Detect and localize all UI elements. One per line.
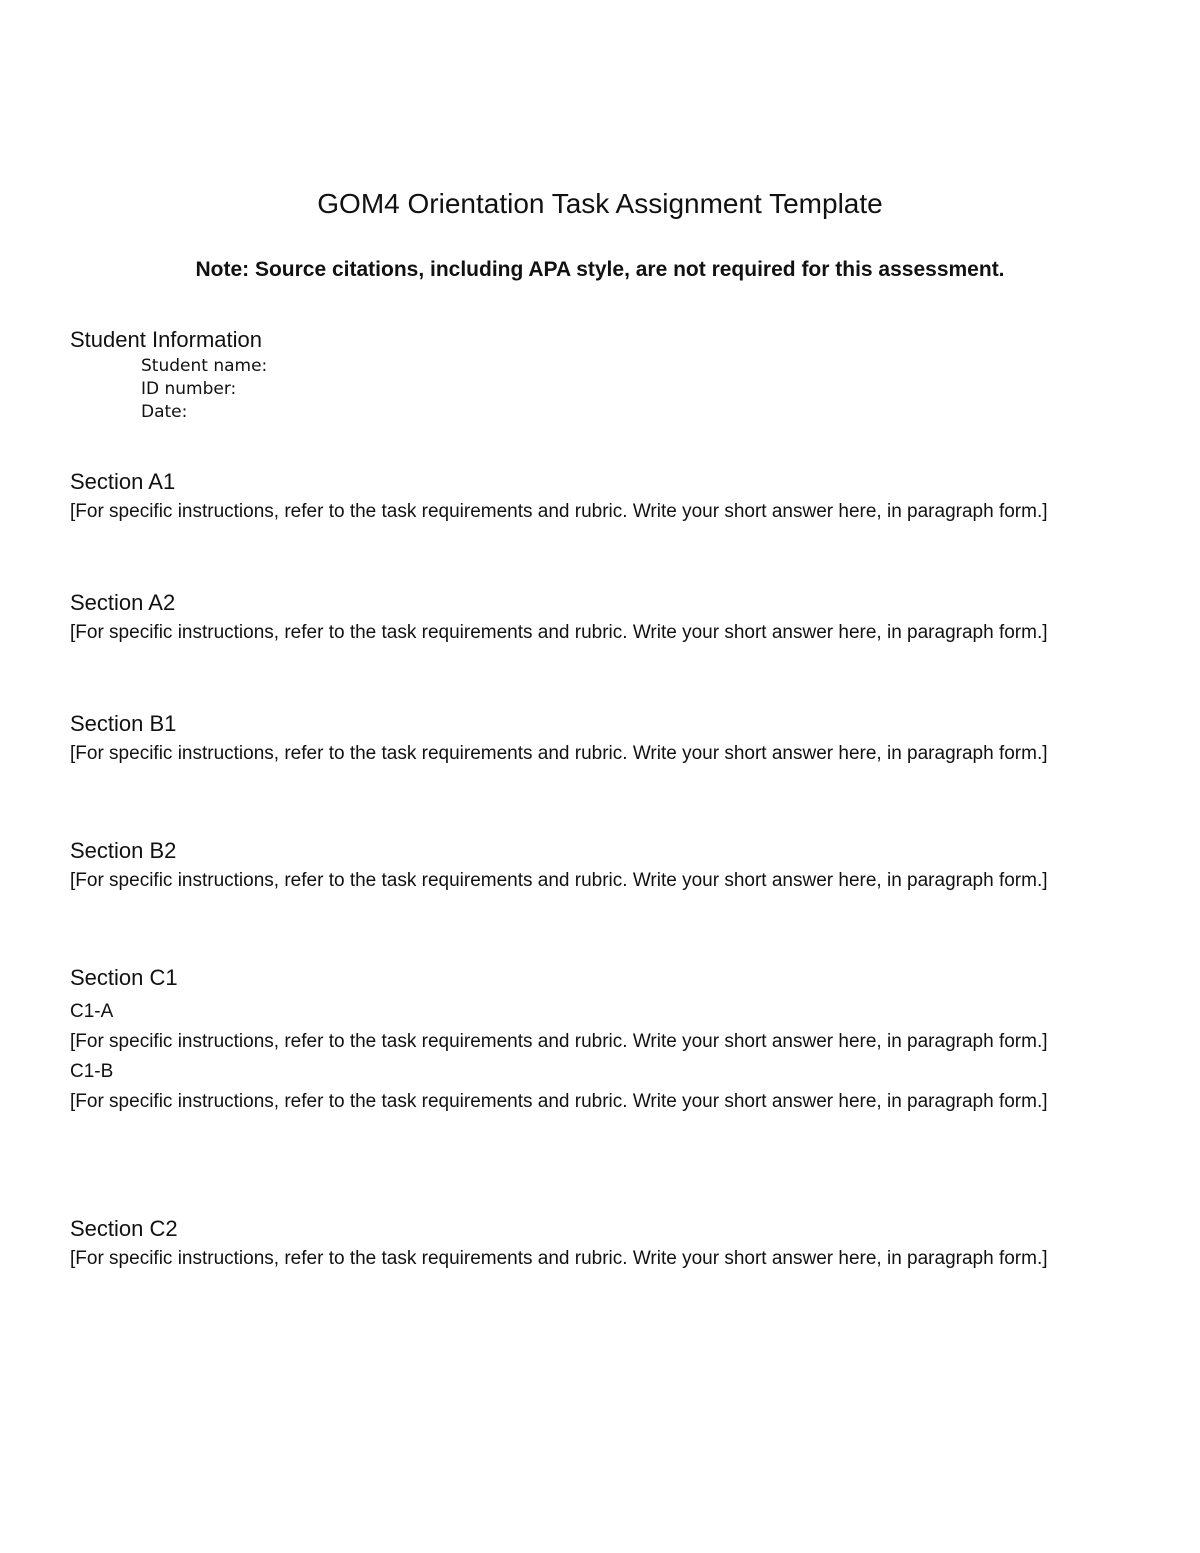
student-information-section [70, 325, 1140, 424]
section-b1 [70, 709, 1140, 769]
section-a2-answer: [For specific instructions, refer to the task requirements and rubric. Write your short answer here, in paragraph form.] [70, 622, 1048, 643]
section-c1 [70, 963, 1140, 1117]
section-a2-heading: Section A2 [70, 590, 176, 615]
section-c1-b-heading: C1-B [70, 1061, 114, 1082]
section-b2 [70, 836, 1140, 896]
section-b1-heading: Section B1 [70, 711, 177, 736]
section-c2-answer: [For specific instructions, refer to the task requirements and rubric. Write your short answer here, in paragraph form.] [70, 1248, 1048, 1269]
citation-note: Note: Source citations, including APA style, are not required for this assessment. [195, 258, 1005, 281]
section-b2-answer: [For specific instructions, refer to the task requirements and rubric. Write your short answer here, in paragraph form.] [70, 870, 1048, 891]
section-b1-answer: [For specific instructions, refer to the task requirements and rubric. Write your short answer here, in paragraph form.] [70, 743, 1048, 764]
section-a1-heading: Section A1 [70, 469, 176, 494]
id-number-field: ID number: [141, 379, 237, 399]
document-title: GOM4 Orientation Task Assignment Template [317, 188, 883, 219]
section-c2-heading: Section C2 [70, 1216, 178, 1241]
date-field: Date: [141, 402, 188, 422]
student-name-field: Student name: [141, 356, 268, 376]
section-c1-b-answer: [For specific instructions, refer to the task requirements and rubric. Write your short answer here, in paragraph form.] [70, 1091, 1048, 1112]
student-fields-list [141, 355, 1140, 424]
section-c1-heading: Section C1 [70, 965, 178, 990]
section-a1-answer: [For specific instructions, refer to the task requirements and rubric. Write your short answer here, in paragraph form.] [70, 501, 1048, 522]
section-c2 [70, 1214, 1140, 1274]
student-information-heading: Student Information [70, 327, 263, 352]
section-c1-a-answer: [For specific instructions, refer to the task requirements and rubric. Write your short answer here, in paragraph form.] [70, 1031, 1048, 1052]
section-a2 [70, 588, 1140, 648]
section-c1-a-heading: C1-A [70, 1001, 114, 1022]
section-a1 [70, 467, 1140, 527]
section-b2-heading: Section B2 [70, 838, 177, 863]
